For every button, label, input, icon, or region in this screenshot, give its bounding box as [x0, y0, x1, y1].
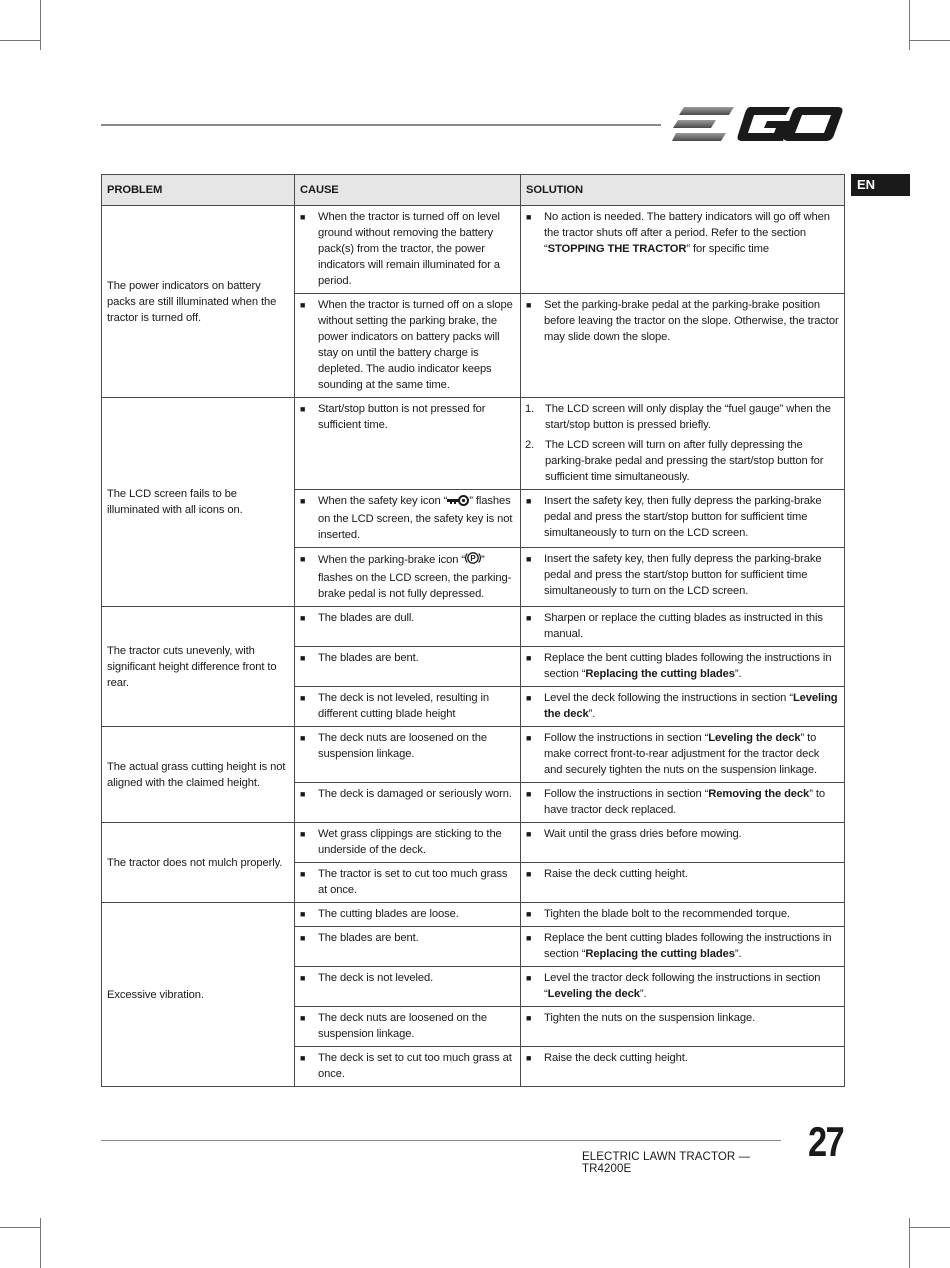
- solution-text: Replace the bent cutting blades following the instructions in section “: [544, 932, 832, 960]
- solution-text: Set the parking-brake pedal at the parking-brake position before leaving the tractor on the slope. Otherwise, the tractor may slide down the slope.: [544, 299, 839, 343]
- solution-text: ” for specific time: [686, 243, 769, 255]
- cause-cell: ■ When the safety key icon “ ” flashes on the LCD screen, the safety key is not inserted.: [295, 490, 521, 548]
- cause-cell: ■ The tractor is set to cut too much grass at once.: [295, 863, 521, 903]
- solution-text: Follow the instructions in section “: [544, 788, 709, 800]
- cause-text: The blades are bent.: [318, 652, 419, 664]
- header-rule: [101, 124, 661, 126]
- step-number: 1.: [525, 403, 535, 415]
- cause-text: The cutting blades are loose.: [318, 908, 459, 920]
- column-header-cause: CAUSE: [295, 175, 521, 206]
- solution-cell: ■ Tighten the nuts on the suspension linkage.: [521, 1007, 845, 1047]
- crop-mark: [40, 1218, 41, 1268]
- solution-text: Follow the instructions in section “: [544, 732, 709, 744]
- column-header-problem: PROBLEM: [102, 175, 295, 206]
- cause-cell: ■ When the parking-brake icon “ P ” flashes on the LCD screen, the parking-brake pedal is not fully depressed.: [295, 548, 521, 607]
- cause-cell: ■ The deck nuts are loosened on the suspension linkage.: [295, 727, 521, 783]
- table-header-row: [102, 175, 845, 206]
- cause-cell: ■ Start/stop button is not pressed for sufficient time.: [295, 398, 521, 490]
- table-row: [102, 398, 845, 490]
- solution-text: Raise the deck cutting height.: [544, 868, 688, 880]
- section-reference: Leveling the deck: [708, 732, 801, 744]
- solution-cell: ■ Level the tractor deck following the instructions in section “Leveling the deck”.: [521, 967, 845, 1007]
- step-text: The LCD screen will turn on after fully depressing the parking-brake pedal and pressing the start/stop button for sufficient time simultaneously.: [545, 439, 824, 483]
- page-number: 27: [808, 1118, 844, 1165]
- solution-text: Tighten the blade bolt to the recommended torque.: [544, 908, 790, 920]
- footer-title: ELECTRIC LAWN TRACTOR — TR4200E: [582, 1151, 751, 1175]
- cause-cell: ■ When the tractor is turned off on level ground without removing the battery pack(s) from the tractor, the power indicators will remain illuminated for a period.: [295, 206, 521, 294]
- solution-text: ” to have tractor deck replaced.: [544, 788, 825, 816]
- crop-mark: [909, 1218, 910, 1268]
- svg-text:P: P: [470, 554, 476, 563]
- table-row: [102, 823, 845, 863]
- solution-text: Level the tractor deck following the instructions in section “: [544, 972, 821, 1000]
- table-row: [102, 607, 845, 647]
- solution-cell: ■ Level the deck following the instructions in section “Leveling the deck”.: [521, 687, 845, 727]
- crop-mark: [40, 0, 41, 50]
- solution-cell: ■ Follow the instructions in section “Removing the deck” to have tractor deck replaced.: [521, 783, 845, 823]
- solution-text: No action is needed. The battery indicators will go off when the tractor shuts off after a period. Refer to the section “: [544, 211, 830, 255]
- cause-cell: ■ The deck nuts are loosened on the suspension linkage.: [295, 1007, 521, 1047]
- solution-text: ”.: [588, 708, 596, 720]
- cause-text: The blades are bent.: [318, 932, 419, 944]
- problem-cell: The power indicators on battery packs are still illuminated when the tractor is turned off.: [102, 206, 295, 398]
- table-row: [102, 903, 845, 927]
- cause-text: Start/stop button is not pressed for sufficient time.: [318, 403, 486, 431]
- section-reference: Replacing the cutting blades: [585, 948, 735, 960]
- crop-mark: [0, 40, 40, 41]
- solution-cell: ■ Insert the safety key, then fully depress the parking-brake pedal and press the start/stop button for sufficient time simultaneously to turn on the LCD screen.: [521, 490, 845, 548]
- cause-cell: ■ The deck is not leveled, resulting in different cutting blade height: [295, 687, 521, 727]
- table-row: [102, 206, 845, 294]
- cause-text: The blades are dull.: [318, 612, 415, 624]
- troubleshooting-table: [101, 174, 845, 1087]
- solution-text: ”.: [734, 948, 742, 960]
- cause-cell: ■ The blades are dull.: [295, 607, 521, 647]
- cause-cell: ■ The deck is damaged or seriously worn.: [295, 783, 521, 823]
- problem-cell: The LCD screen fails to be illuminated with all icons on.: [102, 398, 295, 607]
- crop-mark: [910, 1227, 950, 1228]
- solution-text: Wait until the grass dries before mowing.: [544, 828, 742, 840]
- solution-text: Level the deck following the instructions in section “: [544, 692, 793, 704]
- solution-cell: ■ Wait until the grass dries before mowing.: [521, 823, 845, 863]
- solution-text: Tighten the nuts on the suspension linkage.: [544, 1012, 756, 1024]
- cause-cell: ■ Wet grass clippings are sticking to the underside of the deck.: [295, 823, 521, 863]
- solution-cell: ■ Set the parking-brake pedal at the parking-brake position before leaving the tractor on the slope. Otherwise, the tractor may slide down the slope.: [521, 294, 845, 398]
- cause-text: Wet grass clippings are sticking to the underside of the deck.: [318, 828, 502, 856]
- solution-cell: ■ No action is needed. The battery indicators will go off when the tractor shuts off after a period. Refer to the section “STOPPING THE TRACTOR” for specific time: [521, 206, 845, 294]
- cause-cell: ■ The deck is not leveled.: [295, 967, 521, 1007]
- solution-cell: ■ Tighten the blade bolt to the recommended torque.: [521, 903, 845, 927]
- problem-cell: The tractor does not mulch properly.: [102, 823, 295, 903]
- solution-text: Insert the safety key, then fully depress the parking-brake pedal and press the start/stop button for sufficient time simultaneously to turn on the LCD screen.: [544, 553, 822, 597]
- cause-cell: ■ The cutting blades are loose.: [295, 903, 521, 927]
- cause-text: ” flashes on the LCD screen, the parking-brake pedal is not fully depressed.: [318, 554, 512, 600]
- cause-text: When the tractor is turned off on a slope without setting the parking brake, the power indicators on battery packs will stay on until the battery charge is depleted. The audio indicator keeps sounding at the same time.: [318, 299, 513, 391]
- solution-text: Insert the safety key, then fully depress the parking-brake pedal and press the start/stop button for sufficient time simultaneously to turn on the LCD screen.: [544, 495, 822, 539]
- cause-text: The deck nuts are loosened on the suspension linkage.: [318, 1012, 487, 1040]
- solution-cell: ■ Raise the deck cutting height.: [521, 1047, 845, 1087]
- cause-cell: ■ The deck is set to cut too much grass at once.: [295, 1047, 521, 1087]
- solution-cell: ■ Raise the deck cutting height.: [521, 863, 845, 903]
- table-row: [102, 727, 845, 783]
- step-text: The LCD screen will only display the “fuel gauge” when the start/stop button is pressed briefly.: [545, 403, 831, 431]
- crop-mark: [0, 1227, 40, 1228]
- solution-text: ”.: [639, 988, 647, 1000]
- cause-text: When the parking-brake icon “: [318, 554, 465, 566]
- cause-text: The deck nuts are loosened on the suspension linkage.: [318, 732, 487, 760]
- solution-text: Raise the deck cutting height.: [544, 1052, 688, 1064]
- solution-text: ” to make correct front-to-rear adjustment for the tractor deck and securely tighten the nuts on the suspension linkage.: [544, 732, 820, 776]
- cause-cell: ■ When the tractor is turned off on a slope without setting the parking brake, the power indicators on battery packs will stay on until the battery charge is depleted. The audio indicator keeps sounding at the same time.: [295, 294, 521, 398]
- solution-text: Sharpen or replace the cutting blades as instructed in this manual.: [544, 612, 823, 640]
- cause-text: When the tractor is turned off on level ground without removing the battery pack(s) from the tractor, the power indicators will remain illuminated for a period.: [318, 211, 500, 287]
- problem-cell: The actual grass cutting height is not aligned with the claimed height.: [102, 727, 295, 823]
- problem-cell: The tractor cuts unevenly, with significant height difference front to rear.: [102, 607, 295, 727]
- ego-logo: [672, 104, 844, 144]
- column-header-solution: SOLUTION: [521, 175, 845, 206]
- cause-text: The deck is set to cut too much grass at once.: [318, 1052, 512, 1080]
- language-tab: EN: [851, 174, 910, 196]
- parking-brake-icon: [465, 551, 481, 570]
- cause-text: The tractor is set to cut too much grass at once.: [318, 868, 508, 896]
- section-reference: Leveling the deck: [544, 692, 838, 720]
- problem-cell: Excessive vibration.: [102, 903, 295, 1087]
- cause-text: The deck is not leveled.: [318, 972, 434, 984]
- section-reference: Replacing the cutting blades: [585, 668, 735, 680]
- cause-text: ” flashes on the LCD screen, the safety key is not inserted.: [318, 495, 513, 541]
- solution-cell: ■ Sharpen or replace the cutting blades as instructed in this manual.: [521, 607, 845, 647]
- solution-cell: ■ Replace the bent cutting blades following the instructions in section “Replacing the cutting blades”.: [521, 647, 845, 687]
- solution-text: Replace the bent cutting blades following the instructions in section “: [544, 652, 832, 680]
- section-reference: STOPPING THE TRACTOR: [547, 243, 687, 255]
- solution-cell: ■ Replace the bent cutting blades following the instructions in section “Replacing the cutting blades”.: [521, 927, 845, 967]
- solution-cell: ■ Insert the safety key, then fully depress the parking-brake pedal and press the start/stop button for sufficient time simultaneously to turn on the LCD screen.: [521, 548, 845, 607]
- solution-text: ”.: [734, 668, 742, 680]
- cause-cell: ■ The blades are bent.: [295, 927, 521, 967]
- cause-text: The deck is damaged or seriously worn.: [318, 788, 512, 800]
- solution-cell: ■ Follow the instructions in section “Leveling the deck” to make correct front-to-rear adjustment for the tractor deck and securely tighten the nuts on the suspension linkage.: [521, 727, 845, 783]
- section-reference: Leveling the deck: [547, 988, 640, 1000]
- crop-mark: [909, 0, 910, 50]
- safety-key-icon: [447, 495, 469, 511]
- cause-text: The deck is not leveled, resulting in different cutting blade height: [318, 692, 490, 720]
- step-number: 2.: [525, 439, 535, 451]
- cause-cell: ■ The blades are bent.: [295, 647, 521, 687]
- cause-text: When the safety key icon “: [318, 495, 448, 507]
- solution-cell: [521, 398, 845, 490]
- footer-rule: [101, 1140, 781, 1141]
- section-reference: Removing the deck: [708, 788, 810, 800]
- crop-mark: [910, 40, 950, 41]
